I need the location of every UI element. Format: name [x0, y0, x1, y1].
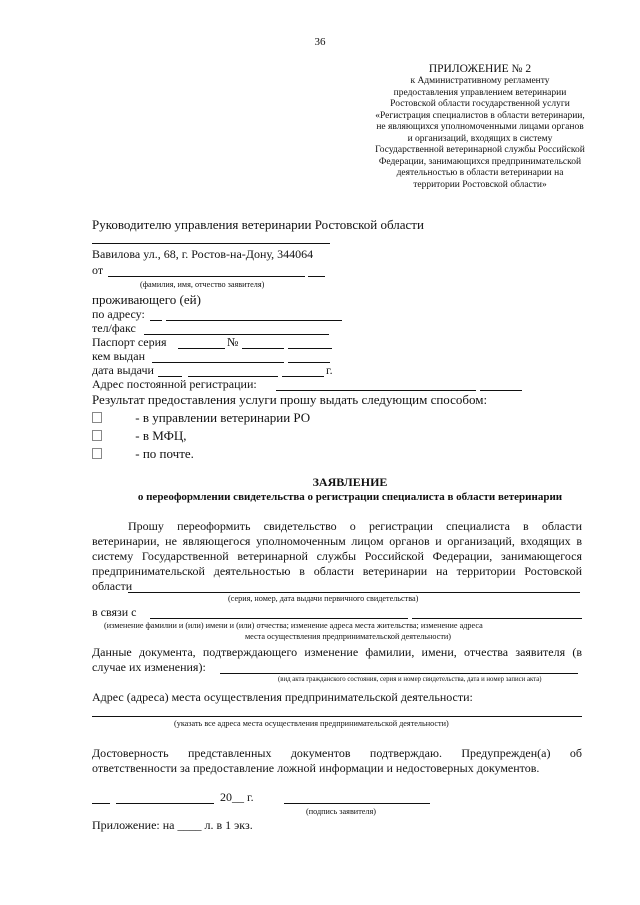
appendix-block	[330, 62, 630, 191]
addressee-name-line[interactable]	[92, 243, 330, 244]
issue-date-label: дата выдачи	[92, 363, 154, 377]
permanent-registration-field[interactable]	[276, 390, 476, 391]
appendix-line: к Административному регламенту	[410, 76, 550, 86]
passport-number-field-extra[interactable]	[288, 348, 332, 349]
appendix-line: не являющихся уполномоченными лицами органов	[376, 122, 584, 132]
delivery-option-mfc[interactable]	[92, 428, 187, 444]
statement-title: ЗАЯВЛЕНИЕ	[312, 475, 388, 489]
document-hint: (вид акта гражданского состояния, серия и номер свидетельства, дата и номер записи акта)	[278, 676, 542, 683]
delivery-option-post[interactable]	[92, 446, 194, 462]
confirmation-line: Достоверность представленных документов подтверждаю. Предупрежден(а) об	[92, 746, 582, 760]
address-field-b[interactable]	[166, 320, 342, 321]
issued-by-field[interactable]	[152, 362, 284, 363]
business-address-field[interactable]	[92, 716, 582, 717]
issue-date-year-suffix: г.	[326, 363, 333, 377]
from-name-field[interactable]	[108, 276, 305, 277]
confirmation-line: ответственности за предоставление ложной информации и недостоверных документов.	[92, 761, 540, 775]
due-to-label: в связи с	[92, 605, 137, 619]
checkbox-icon[interactable]	[92, 412, 102, 423]
delivery-option-label: - по почте.	[135, 446, 194, 461]
appendix-line: Ростовской области государственной услуги	[390, 99, 570, 109]
appendix-line: Федерации, занимающихся предпринимательской	[378, 156, 582, 167]
checkbox-icon[interactable]	[92, 448, 102, 459]
permanent-registration-field-extra[interactable]	[480, 390, 522, 391]
appendix-line: и организаций, входящих в систему	[407, 133, 553, 144]
delivery-option-label: - в управлении ветеринарии РО	[135, 410, 311, 425]
business-address-hint: (указать все адреса места осуществления предпринимательской деятельности)	[174, 719, 449, 728]
permanent-registration-label: Адрес постоянной регистрации:	[92, 377, 257, 391]
passport-series-label: Паспорт серия	[92, 335, 167, 349]
change-hint: (изменение фамилии и (или) имени и (или) отчества; изменение адреса места жительства; изменение адреса	[104, 621, 483, 630]
page-number: 36	[314, 36, 326, 48]
passport-series-field[interactable]	[178, 348, 225, 349]
issued-by-field-extra[interactable]	[288, 362, 330, 363]
certificate-field[interactable]	[128, 592, 580, 593]
document-data-line: Данные документа, подтверждающего изменение фамилии, имени, отчества заявителя (в	[92, 645, 582, 659]
appendix-line: «Регистрация специалистов в области ветеринарии,	[375, 110, 585, 121]
checkbox-icon[interactable]	[92, 430, 102, 441]
issued-by-label: кем выдан	[92, 349, 146, 363]
due-to-field-extra[interactable]	[412, 618, 582, 619]
issue-date-year-field[interactable]	[282, 376, 324, 377]
statement-subtitle: о переоформлении свидетельства о регистрации специалиста в области ветеринарии	[137, 491, 563, 503]
appendix-line: предоставления управлением ветеринарии	[393, 87, 567, 98]
appendix-line: деятельностью в области ветеринарии на	[396, 168, 564, 178]
change-hint: места осуществления предпринимательской деятельности)	[245, 632, 452, 641]
document-data-field[interactable]	[220, 673, 578, 674]
attachment-line: Приложение: на ____ л. в 1 экз.	[92, 818, 253, 832]
phone-label: тел/факс	[92, 321, 136, 335]
date-day-field[interactable]	[92, 803, 110, 804]
from-label: от	[92, 263, 104, 277]
signature-hint: (подпись заявителя)	[306, 807, 376, 816]
passport-number-label: №	[227, 335, 239, 349]
signature-field[interactable]	[284, 803, 430, 804]
delivery-prompt: Результат предоставления услуги прошу выдать следующим способом:	[92, 392, 488, 407]
appendix-title: ПРИЛОЖЕНИЕ № 2	[428, 63, 532, 75]
from-hint: (фамилия, имя, отчество заявителя)	[140, 280, 265, 289]
delivery-option-office[interactable]	[92, 410, 310, 426]
from-name-field-extra[interactable]	[308, 276, 325, 277]
paragraph-line: Прошу переоформить свидетельство о регистрации специалиста в области	[128, 519, 582, 533]
delivery-option-label: - в МФЦ,	[135, 428, 187, 443]
paragraph-line: систему Государственной ветеринарной службы Российской Федерации, занимающегося	[92, 549, 582, 563]
due-to-field[interactable]	[150, 618, 408, 619]
paragraph-line: ветеринарии, не являющегося уполномоченным лицом органов и организаций, входящих в	[92, 534, 582, 548]
addressee-address: Вавилова ул., 68, г. Ростов-на-Дону, 344064	[92, 247, 314, 261]
address-field-a[interactable]	[150, 320, 162, 321]
appendix-line: Государственной ветеринарной службы Российской	[375, 145, 585, 155]
paragraph-last-word: области	[92, 579, 133, 593]
passport-number-field[interactable]	[242, 348, 284, 349]
by-address-label: по адресу:	[92, 307, 145, 321]
addressee-to: Руководителю управления ветеринарии Ростовской области	[92, 217, 424, 232]
date-month-field[interactable]	[116, 803, 214, 804]
certificate-hint: (серия, номер, дата выдачи первичного свидетельства)	[228, 594, 419, 603]
paragraph-line: предпринимательской деятельностью в области ветеринарии на территории Ростовской	[92, 564, 582, 578]
residing-label: проживающего (ей)	[92, 292, 201, 307]
document-data-line: случае их изменения):	[92, 660, 206, 674]
business-address-label: Адрес (адреса) места осуществления предпринимательской деятельности:	[92, 690, 473, 704]
appendix-line: территории Ростовской области»	[413, 179, 547, 190]
date-year: 20__ г.	[220, 790, 254, 804]
